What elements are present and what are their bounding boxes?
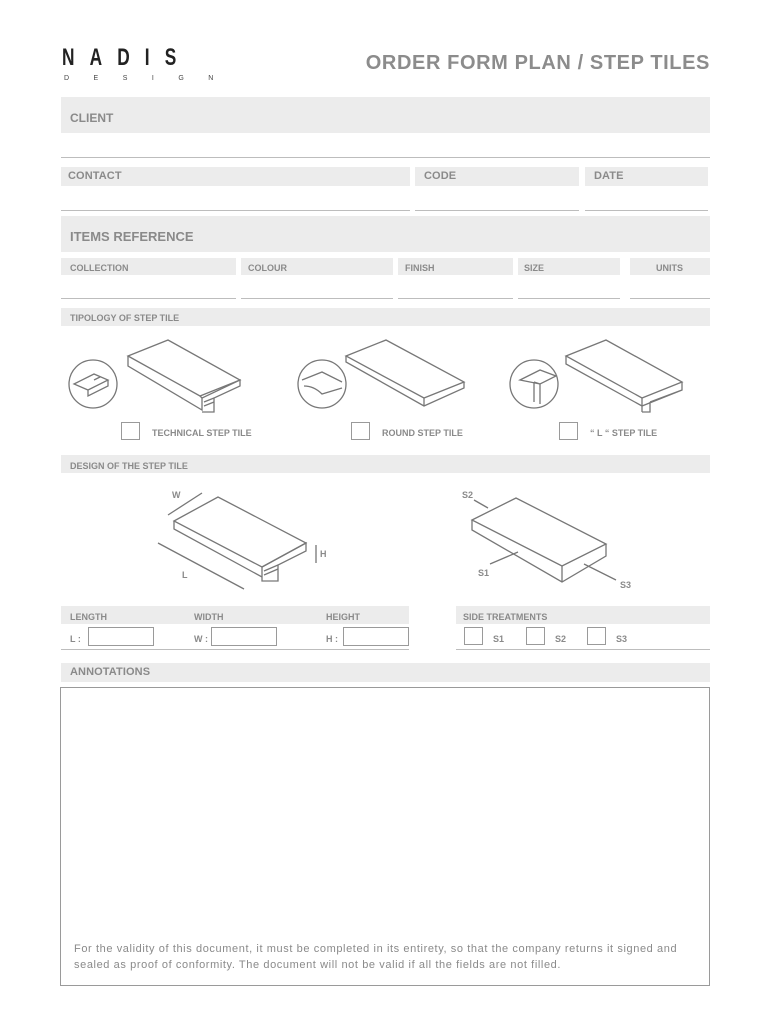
brand-logo: NADIS: [62, 44, 192, 71]
width-label: WIDTH: [194, 612, 224, 622]
side-treatments-label: SIDE TREATMENTS: [463, 612, 548, 622]
units-field[interactable]: [630, 298, 710, 299]
side-treatments-underline: [456, 649, 710, 650]
client-label: CLIENT: [70, 111, 114, 125]
measures-underline: [61, 649, 409, 650]
l-step-tile-label: “ L “ STEP TILE: [590, 428, 658, 438]
round-step-tile-checkbox[interactable]: [351, 422, 370, 440]
dimension-w-label: W: [172, 490, 181, 500]
technical-step-tile-illustration: [64, 336, 249, 416]
annotations-heading: ANNOTATIONS: [70, 666, 151, 678]
technical-step-tile-label: TECHNICAL STEP TILE: [152, 428, 252, 438]
technical-step-tile-checkbox[interactable]: [121, 422, 140, 440]
client-bar: [61, 97, 710, 133]
page-title: ORDER FORM PLAN / STEP TILES: [365, 52, 710, 74]
width-input[interactable]: [211, 627, 277, 646]
colour-label: COLOUR: [248, 263, 287, 273]
step-tile-dimensions-diagram: [150, 485, 330, 595]
contact-label: CONTACT: [68, 170, 122, 182]
height-prefix: H :: [326, 634, 338, 644]
finish-label: FINISH: [405, 263, 435, 273]
round-step-tile-label: ROUND STEP TILE: [382, 428, 463, 438]
units-label: UNITS: [656, 263, 683, 273]
height-input[interactable]: [343, 627, 409, 646]
side-s1-checkbox[interactable]: [464, 627, 483, 645]
design-heading: DESIGN OF THE STEP TILE: [70, 461, 188, 471]
height-label: HEIGHT: [326, 612, 361, 622]
side-s2-diagram-label: S2: [462, 490, 474, 500]
dimension-l-label: L: [182, 570, 188, 580]
code-label: CODE: [424, 170, 457, 182]
side-s3-checkbox[interactable]: [587, 627, 606, 645]
length-label: LENGTH: [70, 612, 107, 622]
side-s2-checkbox[interactable]: [526, 627, 545, 645]
collection-field[interactable]: [61, 298, 236, 299]
size-field[interactable]: [518, 298, 620, 299]
side-s2-label: S2: [555, 634, 567, 644]
finish-field[interactable]: [398, 298, 513, 299]
width-prefix: W :: [194, 634, 208, 644]
contact-field[interactable]: [61, 210, 410, 211]
brand-logo-subtitle: DESIGN: [64, 75, 238, 82]
validity-note: For the validity of this document, it must be completed in its entirety, so that the company returns it signed and sealed as proof of conformity. The document will not be valid if all the fields are not filled.: [74, 943, 678, 971]
side-s3-label: S3: [616, 634, 628, 644]
side-s1-label: S1: [493, 634, 505, 644]
colour-field[interactable]: [241, 298, 393, 299]
round-step-tile-illustration: [294, 336, 474, 416]
code-field[interactable]: [415, 210, 579, 211]
dimension-h-label: H: [320, 549, 327, 559]
l-step-tile-illustration: [506, 336, 686, 416]
tipology-heading: TIPOLOGY OF STEP TILE: [70, 313, 180, 323]
annotations-bar: [61, 663, 710, 682]
length-input[interactable]: [88, 627, 154, 646]
date-field[interactable]: [585, 210, 708, 211]
length-prefix: L :: [70, 634, 81, 644]
side-s3-diagram-label: S3: [620, 580, 632, 590]
side-s1-diagram-label: S1: [478, 568, 490, 578]
date-label: DATE: [594, 170, 624, 182]
collection-label: COLLECTION: [70, 263, 129, 273]
l-step-tile-checkbox[interactable]: [559, 422, 578, 440]
size-label: SIZE: [524, 263, 545, 273]
items-reference-heading: ITEMS REFERENCE: [70, 229, 194, 244]
client-field[interactable]: [61, 157, 710, 158]
